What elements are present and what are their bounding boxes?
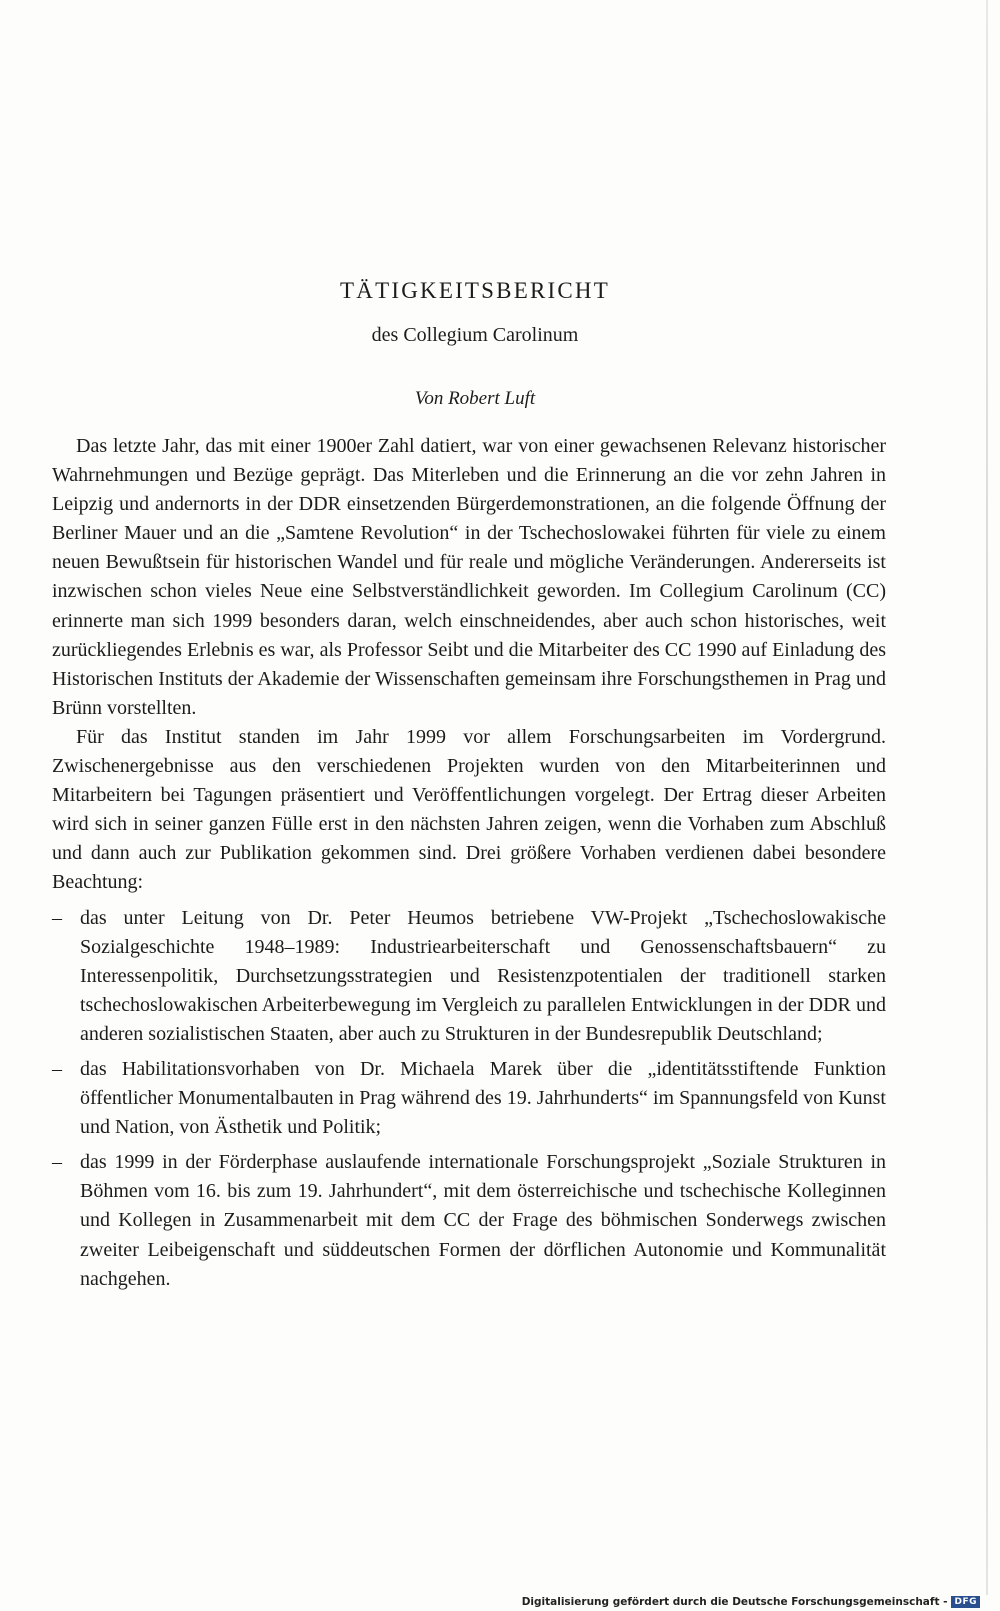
project-list bbox=[52, 904, 886, 1294]
list-dash: – bbox=[52, 1151, 62, 1174]
list-item bbox=[52, 904, 886, 1049]
scan-edge bbox=[986, 0, 988, 1595]
author-line: Von Robert Luft bbox=[414, 388, 536, 409]
digitization-footer bbox=[522, 1596, 980, 1608]
list-item-text: das unter Leitung von Dr. Peter Heumos betriebene VW-Projekt „Tschechoslowakische Sozialgeschichte 1948–1989: Industriearbeiterschaft und Genossenschaftsbauern“ zu Interessenpolitik, Durchsetzungsstrategien und Resistenzpotentialen der traditionell starken tschechoslowakischen Arbeiterbewegung im Vergleich zu parallelen Entwicklungen in der DDR und anderen sozialistischen Staaten, aber auch zu Strukturen in der Bundesrepublik Deutschland; bbox=[80, 906, 886, 1045]
list-dash: – bbox=[52, 906, 62, 929]
list-item bbox=[52, 1055, 886, 1142]
list-item-text: das 1999 in der Förderphase auslaufende internationale Forschungsprojekt „Soziale Strukturen in Böhmen vom 16. bis zum 19. Jahrhundert“, mit dem österreichische und tschechische Kolleginnen und Kollegen in Zusammenarbeit mit dem CC der Frage des böhmischen Sonderwegs zwischen zweiter Leibeigenschaft und süddeutschen Formen der dörflichen Autonomie und Kommunalität nachgehen. bbox=[80, 1151, 886, 1290]
list-dash: – bbox=[52, 1057, 62, 1080]
page-title: TÄTIGKEITSBERICHT bbox=[340, 278, 610, 303]
paragraph-1: Das letzte Jahr, das mit einer 1900er Zahl datiert, war von einer gewachsenen Relevanz historischer Wahrnehmungen und Bezüge geprägt. Das Miterleben und die Erinnerung an die vor zehn Jahren in Leipzig und andernorts in der DDR einsetzenden Bürgerdemonstrationen, an die folgende Öffnung der Berliner Mauer und an die „Samtene Revolution“ in der Tschechoslowakei führten für viele zu einem neuen Bewußtsein für historischen Wandel und für reale und mögliche Veränderungen. Andererseits ist inzwischen schon vieles Neue eine Selbstverständlichkeit geworden. Im Collegium Carolinum (CC) erinnerte man sich 1999 besonders daran, welch einschneidendes, aber auch schon historisches, weit zurückliegendes Erlebnis es war, als Professor Seibt und die Mitarbeiter des CC 1990 auf Einladung des Historischen Instituts der Akademie der Wissenschaften gemeinsam ihre Forschungsthemen in Prag und Brünn vorstellten. bbox=[52, 435, 886, 719]
footer-text: Digitalisierung gefördert durch die Deutsche Forschungsgemeinschaft - bbox=[521, 1596, 948, 1608]
article-body bbox=[52, 432, 886, 1300]
dfg-logo: DFG bbox=[951, 1596, 980, 1608]
list-item-text: das Habilitationsvorhaben von Dr. Michaela Marek über die „identitätsstiftende Funktion öffentlicher Monumentalbauten in Prag während des 19. Jahrhunderts“ im Spannungsfeld von Kunst und Nation, von Ästhetik und Politik; bbox=[80, 1057, 886, 1139]
page-subtitle: des Collegium Carolinum bbox=[371, 324, 579, 346]
paragraph-2: Für das Institut standen im Jahr 1999 vor allem Forschungsarbeiten im Vordergrund. Zwischenergebnisse aus den verschiedenen Projekten wurden von den Mitarbeiterinnen und Mitarbeitern bei Tagungen präsentiert und Veröffentlichungen vorgelegt. Der Ertrag dieser Arbeiten wird sich in seiner ganzen Fülle erst in den nächsten Jahren zeigen, wenn die Vorhaben zum Abschluß und dann auch zur Publikation gekommen sind. Drei größere Vorhaben verdienen dabei besondere Beachtung: bbox=[52, 725, 886, 894]
list-item bbox=[52, 1148, 886, 1293]
